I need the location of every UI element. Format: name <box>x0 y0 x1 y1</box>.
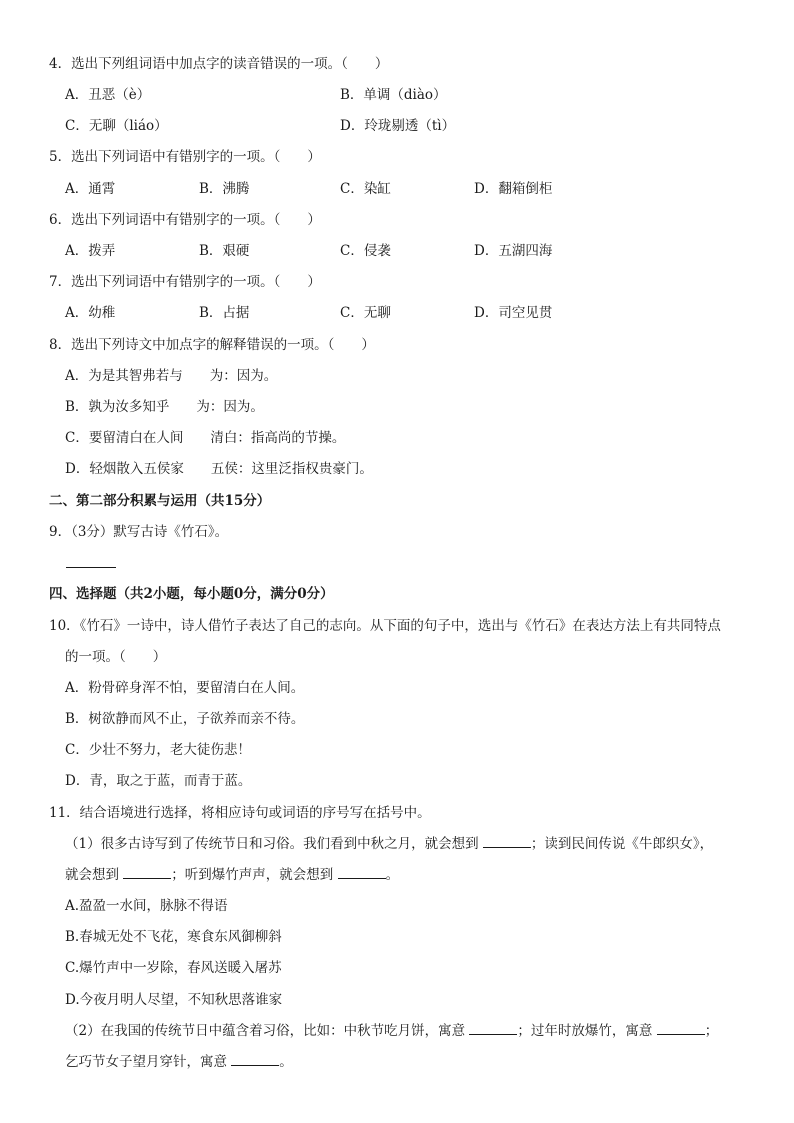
question-7-option-a[interactable]: A．幼稚 <box>65 305 116 321</box>
q11-part2-text-a: （2）在我国的传统节日中蕴含着习俗，比如：中秋节吃月饼，寓意 <box>65 1023 470 1039</box>
question-4-option-c[interactable]: C．无聊（liáo） <box>65 118 168 134</box>
question-11-part2-line2 <box>65 1053 293 1071</box>
section-heading-4: 四、选择题（共2小题，每小题0分，满分0分） <box>49 586 334 602</box>
question-10-option-a[interactable]: A．粉骨碎身浑不怕，要留清白在人间。 <box>65 680 305 696</box>
question-6-option-b[interactable]: B．艰硬 <box>199 243 250 259</box>
section-heading-2: 二、第二部分积累与运用（共15分） <box>49 493 271 509</box>
question-10-option-d[interactable]: D．青，取之于蓝，而青于蓝。 <box>65 773 252 789</box>
question-11-choice-c: C.爆竹声中一岁除，春风送暖入屠苏 <box>65 960 282 976</box>
question-6-option-d[interactable]: D．五湖四海 <box>474 243 553 259</box>
question-4-stem: 4．选出下列组词语中加点字的读音错误的一项。（ ） <box>49 56 389 72</box>
question-6-option-c[interactable]: C．侵袭 <box>340 243 391 259</box>
question-9-answer-blank[interactable] <box>66 567 116 568</box>
q11-part2-text-d: 乞巧节女子望月穿针，寓意 <box>65 1054 232 1070</box>
question-10-stem-line2: 的一项。（ ） <box>65 649 167 665</box>
question-4-option-d[interactable]: D．玲珑剔透（tì） <box>340 118 456 134</box>
question-8-option-d[interactable]: D．轻烟散入五侯家 五侯：这里泛指权贵豪门。 <box>65 461 373 477</box>
question-9-stem: 9．（3分）默写古诗《竹石》。 <box>49 524 229 540</box>
question-5-option-d[interactable]: D．翻箱倒柜 <box>474 181 553 197</box>
question-7-option-c[interactable]: C．无聊 <box>340 305 391 321</box>
q11-part1-text-b: ；读到民间传说《牛郎织女》， <box>530 836 714 852</box>
question-11-part2-line1 <box>65 1022 718 1040</box>
q11-part2-blank-1[interactable] <box>469 1022 517 1035</box>
question-11-choice-d: D.今夜月明人尽望，不知秋思落谁家 <box>65 992 283 1008</box>
question-10-option-c[interactable]: C．少壮不努力，老大徒伤悲！ <box>65 742 251 758</box>
question-5-option-c[interactable]: C．染缸 <box>340 181 391 197</box>
q11-part2-blank-2[interactable] <box>657 1022 705 1035</box>
question-8-stem: 8．选出下列诗文中加点字的解释错误的一项。（ ） <box>49 337 375 353</box>
question-11-part1-line1 <box>65 835 713 853</box>
q11-part1-text-e: 。 <box>385 867 400 883</box>
q11-part1-text-a: （1）很多古诗写到了传统节日和习俗。我们看到中秋之月，就会想到 <box>65 836 483 852</box>
question-7-option-b[interactable]: B．占据 <box>199 305 250 321</box>
q11-part2-text-e: 。 <box>279 1054 293 1070</box>
question-7-stem: 7．选出下列词语中有错别字的一项。（ ） <box>49 274 321 290</box>
q11-part2-text-b: ；过年时放爆竹，寓意 <box>517 1023 657 1039</box>
question-5-stem: 5．选出下列词语中有错别字的一项。（ ） <box>49 149 321 165</box>
q11-part2-blank-3[interactable] <box>231 1053 279 1066</box>
q11-part1-blank-3[interactable] <box>338 866 386 879</box>
question-10-stem-line1: 10．《竹石》一诗中，诗人借竹子表达了自己的志向。从下面的句子中，选出与《竹石》在表达方法上有共同特点 <box>49 618 721 634</box>
question-10-option-b[interactable]: B．树欲静而风不止，子欲养而亲不待。 <box>65 711 305 727</box>
question-5-option-a[interactable]: A．通霄 <box>65 181 116 197</box>
q11-part1-blank-2[interactable] <box>123 866 171 879</box>
question-8-option-c[interactable]: C．要留清白在人间 清白：指高尚的节操。 <box>65 430 346 446</box>
question-11-choice-b: B.春城无处不飞花，寒食东风御柳斜 <box>65 929 282 945</box>
question-4-option-b[interactable]: B．单调（diào） <box>340 87 447 103</box>
question-8-option-a[interactable]: A．为是其智弗若与 为：因为。 <box>65 368 278 384</box>
question-6-option-a[interactable]: A．拨弄 <box>65 243 116 259</box>
question-11-stem: 11．结合语境进行选择，将相应诗句或词语的序号写在括号中。 <box>49 805 431 821</box>
question-6-stem: 6．选出下列词语中有错别字的一项。（ ） <box>49 212 321 228</box>
q11-part1-text-d: ；听到爆竹声声，就会想到 <box>171 867 338 883</box>
question-11-choice-a: A.盈盈一水间，脉脉不得语 <box>65 898 228 914</box>
question-11-part1-line2 <box>65 866 399 884</box>
q11-part1-text-c: 就会想到 <box>65 867 124 883</box>
question-4-option-a[interactable]: A．丑恶（è） <box>65 87 151 103</box>
question-7-option-d[interactable]: D．司空见贯 <box>474 305 553 321</box>
question-5-option-b[interactable]: B．沸腾 <box>199 181 250 197</box>
q11-part2-text-c: ； <box>704 1023 719 1039</box>
question-8-option-b[interactable]: B．孰为汝多知乎 为：因为。 <box>65 399 264 415</box>
q11-part1-blank-1[interactable] <box>483 835 531 848</box>
